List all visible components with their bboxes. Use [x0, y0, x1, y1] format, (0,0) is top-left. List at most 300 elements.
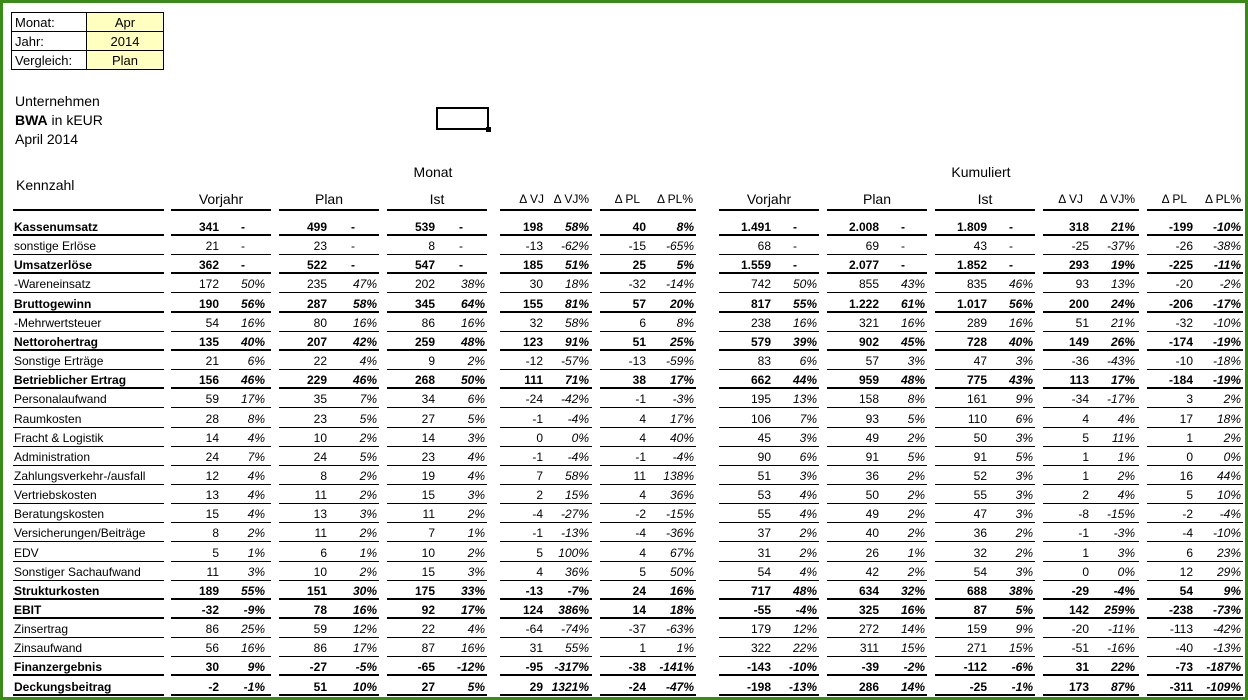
kumuliert-value-cell[interactable]: - — [793, 220, 797, 234]
kumuliert-value-cell[interactable]: -1 — [1078, 526, 1089, 541]
kumuliert-value-cell[interactable]: -4% — [1219, 507, 1241, 522]
kumuliert-value-cell[interactable]: 14% — [900, 679, 925, 694]
monat-value-cell[interactable]: 16% — [460, 641, 485, 656]
kumuliert-value-cell[interactable]: 93 — [865, 411, 879, 426]
monat-value-cell[interactable]: 34 — [421, 392, 435, 407]
kumuliert-value-cell[interactable]: 4 — [1082, 411, 1089, 426]
kumuliert-value-cell[interactable]: -10% — [1212, 315, 1241, 330]
monat-value-cell[interactable]: 5% — [359, 411, 377, 426]
kumuliert-value-cell[interactable]: 1.222 — [848, 296, 879, 311]
kumuliert-value-cell[interactable]: 579 — [750, 334, 771, 349]
kumuliert-value-cell[interactable]: -32 — [1175, 315, 1193, 330]
monat-value-cell[interactable]: 50% — [669, 564, 694, 579]
monat-value-cell[interactable]: 9% — [247, 660, 265, 675]
kumuliert-value-cell[interactable]: -113 — [1169, 622, 1193, 637]
kumuliert-value-cell[interactable]: 3% — [1015, 488, 1033, 503]
monat-value-cell[interactable]: 40 — [632, 220, 646, 234]
kumuliert-value-cell[interactable]: 325 — [858, 603, 879, 617]
kumuliert-value-cell[interactable]: 3% — [907, 354, 925, 369]
kumuliert-value-cell[interactable]: 2% — [907, 526, 925, 541]
row-label[interactable]: Beratungskosten — [14, 507, 105, 522]
monat-value-cell[interactable]: 55% — [240, 583, 265, 598]
row-label[interactable]: Zinsaufwand — [14, 641, 83, 656]
kumuliert-value-cell[interactable]: 46% — [1008, 277, 1033, 292]
kumuliert-value-cell[interactable]: 7% — [799, 411, 817, 426]
kumuliert-value-cell[interactable]: 2% — [1223, 430, 1241, 445]
monat-value-cell[interactable]: - — [241, 220, 245, 234]
kumuliert-value-cell[interactable]: 4% — [799, 488, 817, 503]
monat-value-cell[interactable]: 10 — [313, 564, 327, 579]
kumuliert-value-cell[interactable]: 21% — [1110, 220, 1135, 234]
kumuliert-value-cell[interactable]: 49 — [865, 430, 879, 445]
monat-value-cell[interactable]: 5 — [212, 545, 219, 560]
monat-value-cell[interactable]: 25% — [240, 622, 265, 637]
monat-value-cell[interactable]: 15 — [421, 564, 435, 579]
kumuliert-value-cell[interactable]: 16% — [900, 315, 925, 330]
monat-value-cell[interactable]: 86 — [205, 622, 219, 637]
kumuliert-value-cell[interactable]: -20 — [1175, 277, 1193, 292]
kumuliert-value-cell[interactable]: 54 — [973, 564, 987, 579]
monat-value-cell[interactable]: 4% — [359, 354, 377, 369]
monat-value-cell[interactable]: 21 — [205, 354, 219, 369]
row-label[interactable]: Nettorohertrag — [14, 334, 99, 349]
monat-value-cell[interactable]: 92 — [421, 603, 435, 617]
kumuliert-value-cell[interactable]: 38% — [1008, 583, 1033, 598]
kumuliert-value-cell[interactable]: 1 — [1082, 449, 1089, 464]
monat-value-cell[interactable]: 14 — [421, 430, 435, 445]
monat-value-cell[interactable]: 268 — [414, 373, 435, 388]
kumuliert-value-cell[interactable]: 45% — [900, 334, 925, 349]
kumuliert-value-cell[interactable]: 32% — [900, 583, 925, 598]
monat-value-cell[interactable]: -12% — [456, 660, 485, 675]
kumuliert-value-cell[interactable]: 2% — [1223, 392, 1241, 407]
monat-value-cell[interactable]: 7 — [536, 468, 543, 483]
row-label[interactable]: Bruttogewinn — [14, 296, 92, 311]
kumuliert-value-cell[interactable]: -225 — [1168, 258, 1193, 273]
monat-value-cell[interactable]: 16% — [352, 315, 377, 330]
kumuliert-value-cell[interactable]: 271 — [966, 641, 987, 656]
monat-value-cell[interactable]: 14 — [205, 430, 219, 445]
monat-value-cell[interactable]: 23 — [313, 411, 327, 426]
kumuliert-value-cell[interactable]: 11% — [1111, 430, 1135, 445]
kumuliert-value-cell[interactable]: - — [793, 239, 797, 254]
monat-value-cell[interactable]: 10 — [313, 430, 327, 445]
monat-value-cell[interactable]: 135 — [198, 334, 219, 349]
kumuliert-value-cell[interactable]: 3 — [1186, 392, 1193, 407]
monat-value-cell[interactable]: 172 — [198, 277, 219, 292]
row-label[interactable]: Zinsertrag — [14, 622, 69, 637]
monat-value-cell[interactable]: -2 — [635, 507, 646, 522]
monat-value-cell[interactable]: 87 — [421, 641, 435, 656]
row-label[interactable]: Sonstiger Sachaufwand — [14, 564, 141, 579]
monat-value-cell[interactable]: - — [241, 239, 245, 254]
monat-value-cell[interactable]: 6% — [467, 392, 485, 407]
kumuliert-value-cell[interactable]: 54 — [757, 564, 771, 579]
monat-value-cell[interactable]: 58% — [564, 220, 589, 234]
monat-value-cell[interactable]: 20% — [669, 296, 694, 311]
monat-value-cell[interactable]: 4% — [247, 468, 265, 483]
monat-value-cell[interactable]: 9 — [428, 354, 435, 369]
monat-value-cell[interactable]: 189 — [198, 583, 219, 598]
monat-value-cell[interactable]: 18% — [564, 277, 589, 292]
kumuliert-value-cell[interactable]: -4% — [1113, 583, 1135, 598]
monat-value-cell[interactable]: 24 — [313, 449, 327, 464]
monat-value-cell[interactable]: 27 — [421, 411, 435, 426]
monat-value-cell[interactable]: -38 — [628, 660, 646, 675]
monat-value-cell[interactable]: 4% — [247, 488, 265, 503]
monat-value-cell[interactable]: 81% — [564, 296, 589, 311]
monat-value-cell[interactable]: 8% — [247, 411, 265, 426]
kumuliert-value-cell[interactable]: -40 — [1175, 641, 1193, 656]
monat-value-cell[interactable]: 59 — [313, 622, 327, 637]
monat-value-cell[interactable]: 1% — [676, 641, 694, 656]
kumuliert-value-cell[interactable]: 2% — [907, 430, 925, 445]
kumuliert-value-cell[interactable]: 311 — [859, 641, 879, 656]
kumuliert-value-cell[interactable]: 238 — [750, 315, 771, 330]
row-label[interactable]: EBIT — [14, 603, 42, 617]
monat-value-cell[interactable]: 4% — [467, 468, 485, 483]
monat-value-cell[interactable]: 5% — [359, 449, 377, 464]
row-label[interactable]: sonstige Erlöse — [14, 239, 97, 254]
monat-value-cell[interactable]: - — [351, 239, 355, 254]
kumuliert-value-cell[interactable]: -42% — [1212, 622, 1241, 637]
kumuliert-value-cell[interactable]: 1 — [1082, 468, 1089, 483]
kumuliert-value-cell[interactable]: 142 — [1068, 603, 1089, 617]
kumuliert-value-cell[interactable]: 47 — [973, 354, 987, 369]
kumuliert-value-cell[interactable]: 44% — [792, 373, 817, 388]
kumuliert-value-cell[interactable]: 286 — [858, 679, 879, 694]
kumuliert-value-cell[interactable]: 31 — [757, 545, 771, 560]
monat-value-cell[interactable]: 2% — [359, 468, 377, 483]
monat-value-cell[interactable]: 17% — [352, 641, 377, 656]
kumuliert-value-cell[interactable]: 56% — [1008, 296, 1033, 311]
monat-value-cell[interactable]: 4% — [467, 622, 485, 637]
monat-value-cell[interactable]: 22 — [313, 354, 327, 369]
monat-value-cell[interactable]: 185 — [522, 258, 543, 273]
monat-value-cell[interactable]: 13 — [313, 507, 327, 522]
monat-value-cell[interactable]: 2% — [359, 564, 377, 579]
kumuliert-value-cell[interactable]: 16% — [900, 603, 925, 617]
kumuliert-value-cell[interactable]: 775 — [966, 373, 987, 388]
kumuliert-value-cell[interactable]: 1.491 — [740, 220, 771, 234]
kumuliert-value-cell[interactable]: 959 — [858, 373, 879, 388]
monat-value-cell[interactable]: -65 — [417, 660, 435, 675]
kumuliert-value-cell[interactable]: 110 — [967, 411, 987, 426]
kumuliert-value-cell[interactable]: 2.077 — [848, 258, 879, 273]
monat-value-cell[interactable]: 15% — [564, 488, 589, 503]
monat-value-cell[interactable]: -64 — [525, 622, 543, 637]
kumuliert-value-cell[interactable]: 61% — [900, 296, 925, 311]
kumuliert-value-cell[interactable]: 5 — [1186, 488, 1193, 503]
kumuliert-value-cell[interactable]: -13% — [1212, 641, 1241, 656]
monat-value-cell[interactable]: - — [459, 239, 463, 254]
monat-value-cell[interactable]: 91% — [564, 334, 589, 349]
kumuliert-value-cell[interactable]: 4% — [1117, 488, 1135, 503]
monat-value-cell[interactable]: 8 — [428, 239, 435, 254]
row-label[interactable]: Finanzergebnis — [14, 660, 103, 675]
kumuliert-value-cell[interactable]: 31 — [1075, 660, 1089, 675]
monat-value-cell[interactable]: -42% — [560, 392, 589, 407]
monat-value-cell[interactable]: 59 — [205, 392, 219, 407]
monat-value-cell[interactable]: 16% — [240, 641, 265, 656]
kumuliert-value-cell[interactable]: 18% — [1216, 411, 1241, 426]
monat-value-cell[interactable]: 4% — [467, 449, 485, 464]
row-label[interactable]: -Mehrwertsteuer — [14, 315, 102, 330]
monat-value-cell[interactable]: 175 — [414, 583, 435, 598]
monat-value-cell[interactable]: 1321% — [551, 679, 589, 694]
kumuliert-value-cell[interactable]: -2 — [1182, 507, 1193, 522]
monat-value-cell[interactable]: -32 — [628, 277, 646, 292]
kumuliert-value-cell[interactable]: 55 — [757, 507, 771, 522]
monat-value-cell[interactable]: 11 — [633, 468, 646, 483]
row-label[interactable]: Raumkosten — [14, 411, 82, 426]
monat-value-cell[interactable]: 25% — [669, 334, 694, 349]
monat-value-cell[interactable]: 0 — [536, 430, 543, 445]
monat-value-cell[interactable]: 16% — [669, 583, 694, 598]
monat-value-cell[interactable]: 18% — [669, 603, 694, 617]
monat-value-cell[interactable]: 23 — [313, 239, 327, 254]
kumuliert-value-cell[interactable]: - — [1009, 239, 1013, 254]
monat-value-cell[interactable]: 56 — [205, 641, 219, 656]
kumuliert-value-cell[interactable]: 17% — [1110, 373, 1135, 388]
kumuliert-value-cell[interactable]: 16% — [792, 315, 817, 330]
monat-value-cell[interactable]: 3% — [467, 430, 485, 445]
kumuliert-value-cell[interactable]: -8 — [1078, 507, 1089, 522]
kumuliert-value-cell[interactable]: 3% — [799, 468, 817, 483]
kumuliert-value-cell[interactable]: - — [901, 239, 905, 254]
monat-value-cell[interactable]: 235 — [306, 277, 327, 292]
monat-value-cell[interactable]: 287 — [306, 296, 327, 311]
monat-value-cell[interactable]: 1% — [359, 545, 377, 560]
kumuliert-value-cell[interactable]: 55% — [792, 296, 817, 311]
kumuliert-value-cell[interactable]: 87 — [973, 603, 987, 617]
monat-value-cell[interactable]: 138% — [663, 468, 694, 483]
row-label[interactable]: Administration — [14, 449, 91, 464]
kumuliert-value-cell[interactable]: 200 — [1068, 296, 1089, 311]
kumuliert-value-cell[interactable]: -13% — [788, 679, 817, 694]
monat-value-cell[interactable]: 155 — [522, 296, 543, 311]
monat-value-cell[interactable]: 8% — [676, 220, 694, 234]
kumuliert-value-cell[interactable]: 54 — [1179, 583, 1193, 598]
monat-value-cell[interactable]: 2 — [536, 488, 543, 503]
kumuliert-value-cell[interactable]: 321 — [858, 315, 879, 330]
monat-value-cell[interactable]: 71% — [564, 373, 589, 388]
monat-value-cell[interactable]: 190 — [198, 296, 219, 311]
kumuliert-value-cell[interactable]: -112 — [963, 660, 987, 675]
kumuliert-value-cell[interactable]: 51 — [757, 468, 771, 483]
kumuliert-value-cell[interactable]: 68 — [757, 239, 771, 254]
kumuliert-value-cell[interactable]: 688 — [966, 583, 987, 598]
monat-value-cell[interactable]: 547 — [414, 258, 435, 273]
monat-value-cell[interactable]: 341 — [198, 220, 219, 234]
row-label[interactable]: -Wareneinsatz — [14, 277, 91, 292]
kumuliert-value-cell[interactable]: 4% — [799, 507, 817, 522]
kumuliert-value-cell[interactable]: 39% — [792, 334, 817, 349]
kumuliert-value-cell[interactable]: 10% — [1216, 488, 1241, 503]
monat-value-cell[interactable]: 123 — [522, 334, 543, 349]
kumuliert-value-cell[interactable]: -10% — [1212, 220, 1241, 234]
kumuliert-value-cell[interactable]: 3% — [1015, 430, 1033, 445]
monat-value-cell[interactable]: 51% — [564, 258, 589, 273]
monat-value-cell[interactable]: 207 — [306, 334, 327, 349]
monat-value-cell[interactable]: -1 — [532, 526, 543, 541]
monat-value-cell[interactable]: 259 — [414, 334, 435, 349]
monat-value-cell[interactable]: 4 — [639, 488, 646, 503]
kumuliert-value-cell[interactable]: -198 — [746, 679, 771, 694]
kumuliert-value-cell[interactable]: -34 — [1071, 392, 1089, 407]
row-label[interactable]: Vertriebskosten — [14, 488, 97, 503]
kumuliert-value-cell[interactable]: -39 — [861, 660, 879, 675]
kumuliert-value-cell[interactable]: 17 — [1179, 411, 1193, 426]
monat-value-cell[interactable]: 198 — [522, 220, 543, 234]
monat-value-cell[interactable]: 7 — [428, 526, 435, 541]
kumuliert-value-cell[interactable]: 5% — [1015, 449, 1033, 464]
kumuliert-value-cell[interactable]: 6 — [1186, 545, 1193, 560]
kumuliert-value-cell[interactable]: 36 — [865, 468, 879, 483]
kumuliert-value-cell[interactable]: -10 — [1175, 354, 1193, 369]
kumuliert-value-cell[interactable]: 32 — [973, 545, 987, 560]
monat-value-cell[interactable]: 16% — [460, 315, 485, 330]
kumuliert-value-cell[interactable]: -10% — [1212, 526, 1241, 541]
kumuliert-value-cell[interactable]: 36 — [973, 526, 987, 541]
kumuliert-value-cell[interactable]: 69 — [865, 239, 879, 254]
kumuliert-value-cell[interactable]: -238 — [1168, 603, 1193, 617]
kumuliert-value-cell[interactable]: 4% — [799, 564, 817, 579]
row-label[interactable]: Zahlungsverkehr-/ausfall — [14, 468, 146, 483]
kumuliert-value-cell[interactable]: 15% — [1008, 641, 1033, 656]
monat-value-cell[interactable]: 10% — [352, 679, 377, 694]
monat-value-cell[interactable]: -63% — [665, 622, 694, 637]
monat-value-cell[interactable]: -24 — [628, 679, 646, 694]
monat-value-cell[interactable]: 14 — [632, 603, 646, 617]
kumuliert-value-cell[interactable]: -36 — [1071, 354, 1089, 369]
kumuliert-value-cell[interactable]: 91 — [865, 449, 879, 464]
monat-value-cell[interactable]: -27 — [309, 660, 327, 675]
monat-value-cell[interactable]: 35 — [313, 392, 327, 407]
kumuliert-value-cell[interactable]: 322 — [750, 641, 771, 656]
monat-value-cell[interactable]: -12 — [525, 354, 543, 369]
monat-value-cell[interactable]: 86 — [313, 641, 327, 656]
kumuliert-value-cell[interactable]: 195 — [750, 392, 771, 407]
kumuliert-value-cell[interactable]: 12 — [1179, 564, 1193, 579]
monat-value-cell[interactable]: -59% — [665, 354, 694, 369]
row-label[interactable]: EDV — [14, 545, 39, 560]
kumuliert-value-cell[interactable]: 179 — [750, 622, 771, 637]
kumuliert-value-cell[interactable]: 4% — [1117, 411, 1135, 426]
monat-value-cell[interactable]: 58% — [564, 315, 589, 330]
monat-value-cell[interactable]: 2% — [467, 507, 485, 522]
kumuliert-value-cell[interactable]: 16% — [1008, 315, 1033, 330]
kumuliert-value-cell[interactable]: 90 — [757, 449, 771, 464]
row-label[interactable]: Strukturkosten — [14, 583, 100, 598]
kumuliert-value-cell[interactable]: - — [901, 220, 905, 234]
kumuliert-value-cell[interactable]: 717 — [750, 583, 771, 598]
monat-value-cell[interactable]: -1% — [243, 679, 265, 694]
monat-value-cell[interactable]: 78 — [313, 603, 327, 617]
kumuliert-value-cell[interactable]: 0 — [1186, 449, 1193, 464]
monat-value-cell[interactable]: 2% — [359, 488, 377, 503]
kumuliert-value-cell[interactable]: 14% — [900, 622, 925, 637]
kumuliert-value-cell[interactable]: -187% — [1206, 660, 1241, 675]
kumuliert-value-cell[interactable]: -2% — [1219, 277, 1241, 292]
monat-value-cell[interactable]: 51 — [632, 334, 646, 349]
kumuliert-value-cell[interactable]: -311 — [1169, 679, 1193, 694]
kumuliert-value-cell[interactable]: -19% — [1212, 334, 1241, 349]
kumuliert-value-cell[interactable]: -26 — [1175, 239, 1193, 254]
comparison-input-cell[interactable]: Plan — [87, 51, 164, 70]
monat-value-cell[interactable]: 31 — [529, 641, 543, 656]
kumuliert-value-cell[interactable]: 2% — [907, 564, 925, 579]
monat-value-cell[interactable]: 16% — [352, 603, 377, 617]
kumuliert-value-cell[interactable]: 106 — [750, 411, 771, 426]
monat-value-cell[interactable]: -57% — [560, 354, 589, 369]
monat-value-cell[interactable]: 2% — [359, 430, 377, 445]
kumuliert-value-cell[interactable]: 113 — [1069, 373, 1089, 388]
monat-value-cell[interactable]: -3% — [672, 392, 694, 407]
kumuliert-value-cell[interactable]: - — [1009, 258, 1013, 273]
row-label[interactable]: Sonstige Erträge — [14, 354, 104, 369]
monat-value-cell[interactable]: -9% — [243, 603, 265, 617]
month-input-cell[interactable]: Apr — [87, 13, 164, 32]
kumuliert-value-cell[interactable]: 272 — [858, 622, 879, 637]
kumuliert-value-cell[interactable]: 22% — [1110, 660, 1135, 675]
row-label[interactable]: Fracht & Logistik — [14, 430, 104, 445]
monat-value-cell[interactable]: -62% — [560, 239, 589, 254]
kumuliert-value-cell[interactable]: 2 — [1082, 488, 1089, 503]
monat-value-cell[interactable]: 57 — [632, 296, 646, 311]
monat-value-cell[interactable]: 5% — [676, 258, 694, 273]
monat-value-cell[interactable]: 24 — [205, 449, 219, 464]
monat-value-cell[interactable]: 27 — [421, 679, 435, 694]
monat-value-cell[interactable]: 386% — [558, 603, 589, 617]
monat-value-cell[interactable]: -5% — [355, 660, 377, 675]
kumuliert-value-cell[interactable]: 2% — [907, 488, 925, 503]
kumuliert-value-cell[interactable]: 19% — [1110, 258, 1135, 273]
kumuliert-value-cell[interactable]: -11% — [1213, 258, 1241, 273]
monat-value-cell[interactable]: 2% — [247, 526, 265, 541]
kumuliert-value-cell[interactable]: 26 — [865, 545, 879, 560]
kumuliert-value-cell[interactable]: 855 — [858, 277, 879, 292]
kumuliert-value-cell[interactable]: 43 — [973, 239, 987, 254]
kumuliert-value-cell[interactable]: 29% — [1216, 564, 1241, 579]
monat-value-cell[interactable]: 21 — [205, 239, 219, 254]
kumuliert-value-cell[interactable]: 40 — [865, 526, 879, 541]
kumuliert-value-cell[interactable]: 2% — [1015, 545, 1033, 560]
monat-value-cell[interactable]: 15 — [421, 488, 435, 503]
kumuliert-value-cell[interactable]: -25 — [969, 679, 987, 694]
kumuliert-value-cell[interactable]: 1.017 — [956, 296, 987, 311]
monat-value-cell[interactable]: 58% — [564, 468, 589, 483]
kumuliert-value-cell[interactable]: 3% — [1015, 354, 1033, 369]
monat-value-cell[interactable]: 42% — [352, 334, 377, 349]
monat-value-cell[interactable]: 17% — [669, 411, 694, 426]
monat-value-cell[interactable]: 4% — [247, 507, 265, 522]
monat-value-cell[interactable]: 156 — [198, 373, 219, 388]
kumuliert-value-cell[interactable]: 9% — [1223, 583, 1241, 598]
monat-value-cell[interactable]: 16% — [240, 315, 265, 330]
kumuliert-value-cell[interactable]: 634 — [858, 583, 879, 598]
monat-value-cell[interactable]: -4% — [567, 449, 589, 464]
monat-value-cell[interactable]: -14% — [665, 277, 694, 292]
kumuliert-value-cell[interactable]: 1 — [1082, 545, 1089, 560]
kumuliert-value-cell[interactable]: -55 — [753, 603, 771, 617]
monat-value-cell[interactable]: 24 — [632, 583, 646, 598]
monat-value-cell[interactable]: -7% — [567, 583, 589, 598]
monat-value-cell[interactable]: -47% — [665, 679, 694, 694]
kumuliert-value-cell[interactable]: 57 — [865, 354, 879, 369]
kumuliert-value-cell[interactable]: 40% — [1008, 334, 1033, 349]
kumuliert-value-cell[interactable]: -4% — [795, 603, 817, 617]
